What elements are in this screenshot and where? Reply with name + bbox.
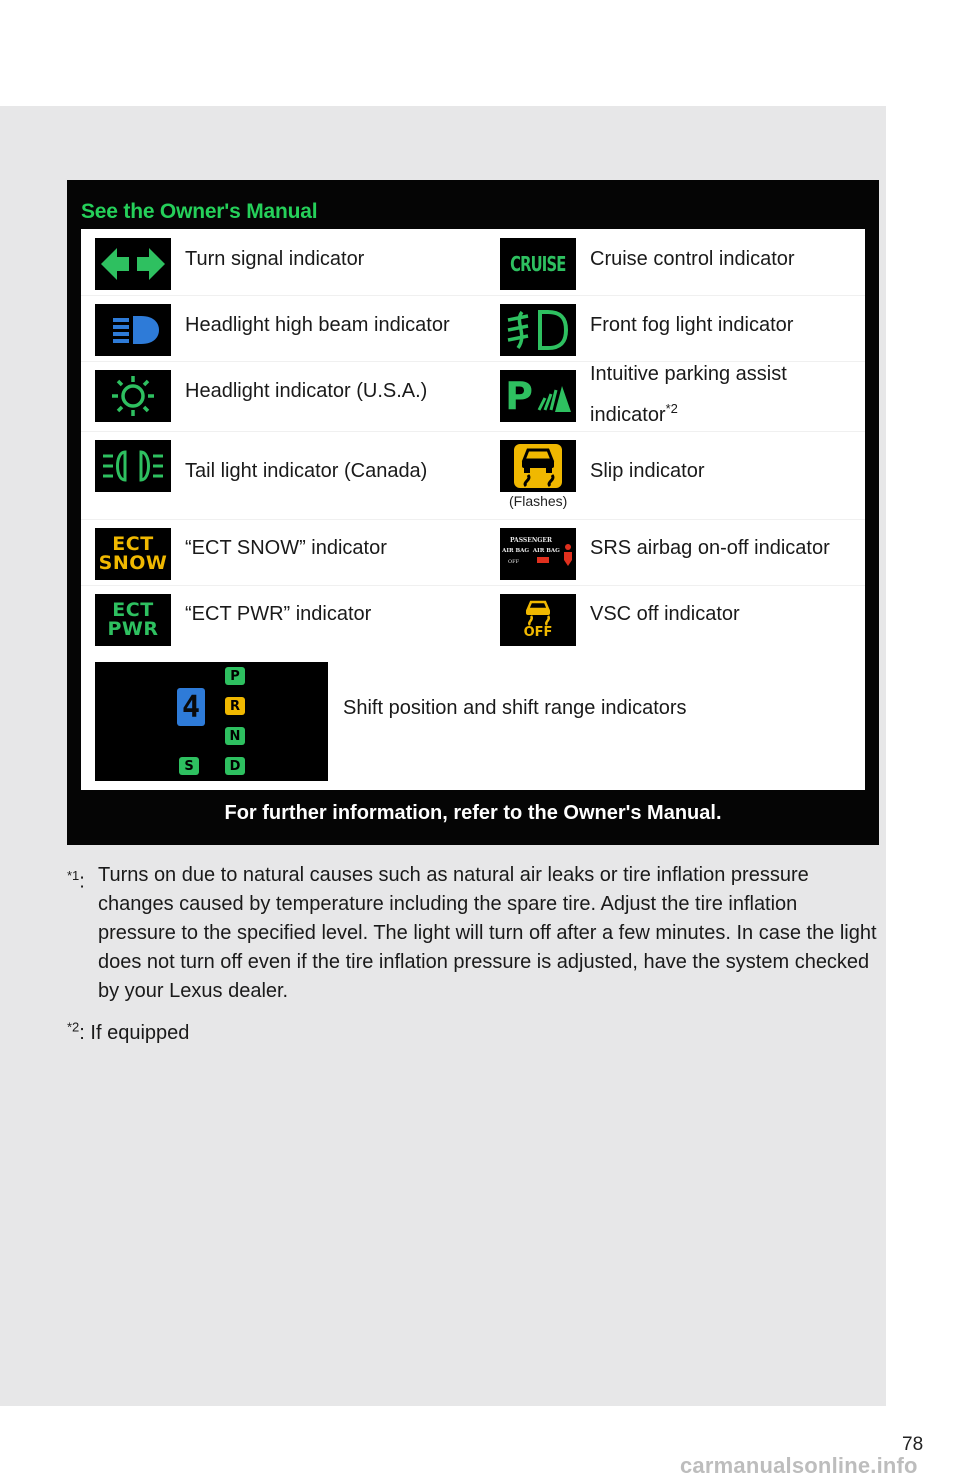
page-number: 78	[902, 1434, 924, 1455]
tail-light-icon	[95, 440, 171, 492]
vsc-off-text: OFF	[523, 625, 553, 640]
row-divider	[81, 295, 865, 296]
ect-pwr-line1: ECT	[112, 599, 154, 621]
panel-title: See the Owner's Manual	[81, 200, 318, 223]
turn-signal-arrows-icon	[95, 238, 171, 290]
srs-on-lamp	[537, 557, 549, 563]
ect-pwr-label: “ECT PWR” indicator	[185, 603, 372, 625]
cruise-icon	[500, 238, 576, 290]
footnote-2-line	[67, 1019, 190, 1044]
parking-assist-label-line2	[590, 396, 678, 428]
parking-assist-icon	[500, 370, 576, 422]
ect-snow-icon	[95, 528, 171, 580]
parking-assist-letter: P	[505, 374, 533, 418]
slip-icon	[500, 440, 576, 492]
srs-airbag-icon	[500, 528, 576, 580]
srs-off-text: OFF	[508, 559, 520, 565]
footnote-2	[67, 1012, 879, 1048]
front-fog-label: Front fog light indicator	[590, 314, 794, 336]
shift-label: Shift position and shift range indicators	[343, 697, 687, 719]
gear-number: 4	[181, 689, 201, 725]
footnote-1-text: Turns on due to natural causes such as natural air leaks or tire inflation pressure changes caused by temperature including the spare tire. Adjust the tire inflation pressure to the specified level. The light will turn off after a few minutes. In case the light does not turn off even if the tire inflation pressure is adjusted, have the system checked by your Lexus dealer.	[98, 864, 877, 1002]
footnote-1-mark: $^{*1}$:	[67, 868, 85, 893]
high-beam-label: Headlight high beam indicator	[185, 314, 450, 336]
high-beam-icon	[95, 304, 171, 356]
ect-pwr-line2: PWR	[107, 618, 159, 640]
footnote-1	[67, 861, 879, 1006]
headlight-label: Headlight indicator (U.S.A.)	[185, 380, 428, 402]
gear-p-badge: P	[225, 667, 245, 685]
srs-airbag-label: SRS airbag on-off indicator	[590, 537, 830, 559]
row-divider	[81, 519, 865, 520]
parking-assist-label-line1: Intuitive parking assist	[590, 363, 787, 385]
indicator-table	[81, 229, 865, 790]
row-divider	[81, 431, 865, 432]
gear-r-badge: R	[225, 697, 245, 715]
footnote-2-text: : If equipped	[79, 1021, 190, 1044]
slip-flashes-note: (Flashes)	[509, 493, 568, 509]
srs-airbag-text: AIR BAG AIR BAG	[502, 548, 560, 554]
cruise-label: Cruise control indicator	[590, 248, 795, 270]
tail-light-label: Tail light indicator (Canada)	[185, 460, 428, 482]
parking-assist-footnote-mark: *2	[665, 401, 678, 416]
vsc-off-icon	[500, 594, 576, 646]
shift-indicator-icon	[95, 662, 328, 781]
footnote-1-sup: *1	[67, 868, 80, 883]
gear-d-badge: D	[225, 757, 245, 775]
ect-pwr-icon	[95, 594, 171, 646]
slip-label: Slip indicator	[590, 460, 705, 482]
gear-number-display	[177, 688, 205, 726]
ect-snow-line1: ECT	[112, 533, 154, 555]
watermark-text: carmanualsonline.info	[680, 1453, 918, 1478]
turn-signal-label: Turn signal indicator	[185, 248, 365, 270]
owners-manual-panel	[67, 180, 879, 845]
footnote-2-mark: *2	[67, 1019, 80, 1034]
panel-footer: For further information, refer to the Owner's Manual.	[224, 802, 722, 824]
gear-n-badge: N	[225, 727, 245, 745]
ect-snow-line2: SNOW	[98, 552, 168, 574]
headlight-sun-icon	[95, 370, 171, 422]
cruise-text: CRUISE	[510, 252, 566, 276]
gear-s-badge: S	[179, 757, 199, 775]
vsc-off-label: VSC off indicator	[590, 603, 740, 625]
front-fog-icon	[500, 304, 576, 356]
parking-assist-label-text: indicator	[590, 404, 666, 426]
srs-passenger-text: PASSENGER	[509, 537, 552, 544]
row-divider	[81, 585, 865, 586]
ect-snow-label: “ECT SNOW” indicator	[185, 537, 387, 559]
